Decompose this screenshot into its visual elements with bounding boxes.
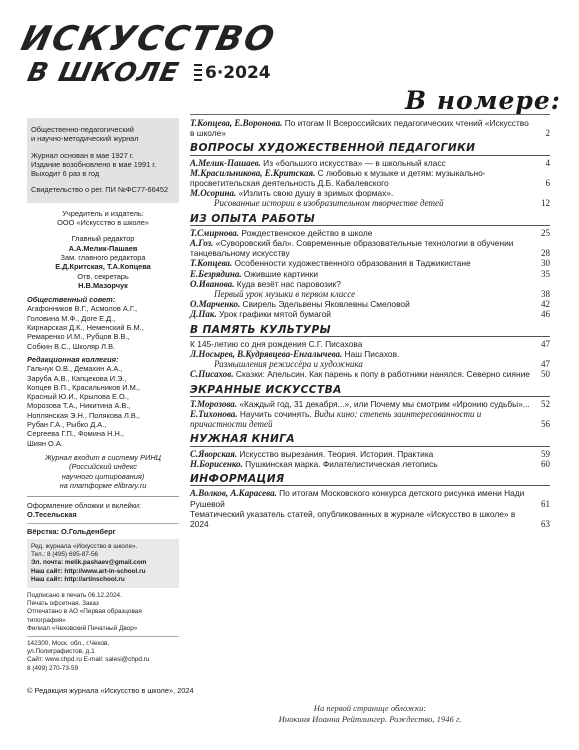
cover-caption xyxy=(190,703,550,725)
board-line: Морозова Т.А., Никитина А.В., xyxy=(27,401,131,411)
toc-title: Рождественское действо в школе xyxy=(239,227,373,238)
section-heading xyxy=(190,214,550,226)
toc-entry[interactable] xyxy=(190,449,550,459)
toc-page: 28 xyxy=(541,248,550,259)
toc-subtitle: Размышления режиссёра и художника xyxy=(214,359,363,370)
toc-entry[interactable] xyxy=(190,279,550,299)
design-block xyxy=(27,501,179,536)
toc-entry[interactable] xyxy=(190,399,550,409)
council-line: Агафонников В.Г., Асмолов А.Г., xyxy=(27,304,138,314)
print-line: Филиал «Чеховский Печатный Двор» xyxy=(27,624,138,632)
contacts-box xyxy=(27,539,179,588)
issue-number: 6·2024 xyxy=(205,63,271,83)
renewed-text: Издание возобновлено в мае 1991 г. xyxy=(31,159,157,169)
toc-author: Л.Носырев, В.Кудрявцева-Енгалычева. xyxy=(190,349,343,360)
toc-author: С.Яворская. xyxy=(190,448,238,459)
toc-entry[interactable] xyxy=(190,258,550,268)
toc-page: 35 xyxy=(541,268,550,279)
section-heading xyxy=(190,325,550,337)
council-line: Собкин В.С., Школяр Л.В. xyxy=(27,341,116,351)
toc-entry[interactable] xyxy=(190,299,550,309)
section-word: ИЗ xyxy=(190,212,208,225)
board-line: Ноплянская Э.Н., Полякова Л.В., xyxy=(27,410,140,420)
deputy-editor-label: Зам. главного редактора xyxy=(60,252,146,262)
address-line: 142300, Моск. обл., г.Чехов, xyxy=(27,640,110,648)
section-heading xyxy=(190,143,550,155)
toc-entry[interactable] xyxy=(190,488,550,508)
board-line: Копцев В.П., Красильников И.М., xyxy=(27,382,140,392)
council-line: Кирнарская Д.К., Неменский Б.М., xyxy=(27,323,144,333)
toc-page: 2 xyxy=(545,128,550,139)
toc-author: М.Красильникова, Е.Критская. xyxy=(190,167,316,178)
toc-title: Тематический указатель статей, опубликованных в журнале «Искусство в школе» в 2024 xyxy=(190,508,516,529)
journal-description: Общественно-педагогический xyxy=(31,125,134,134)
section-word: ОПЫТА xyxy=(211,212,258,225)
toc-page: 4 xyxy=(545,157,550,168)
toc-page: 38 xyxy=(541,289,550,300)
board-line: Сергеева Г.П., Фомина Н.Н., xyxy=(27,429,124,439)
toc-author: А.Гоз. xyxy=(190,238,214,249)
toc-title: Искусство вырезания. Теория. История. Практика xyxy=(237,448,434,459)
founder-name: ООО «Искусство в школе» xyxy=(57,218,149,228)
toc-page: 61 xyxy=(541,498,550,509)
design-name: О.Тесельская xyxy=(27,510,77,520)
toc-page: 59 xyxy=(541,448,550,459)
board-line: Рубан Г.А., Рыбко Д.А., xyxy=(27,420,107,430)
editors-block xyxy=(27,234,179,290)
board-line: Шиян О.А. xyxy=(27,438,63,448)
toc-title: Сказки: Апельсин. Как парень к попу в работники нанялся. Северно сияние xyxy=(233,369,530,380)
board-line: Гальчук О.В., Демахин А.А., xyxy=(27,364,123,374)
founded-text: Журнал основан в мае 1927 г. xyxy=(31,150,134,160)
toc-subtitle: Первый урок музыки в первом классе xyxy=(214,289,356,300)
board-label: Редакционная коллегия: xyxy=(27,354,119,364)
secretary-label: Отв. секретарь xyxy=(77,271,129,281)
toc-title: К 145-летию со дня рождения С.Г. Писахова xyxy=(190,338,363,349)
toc-page: 56 xyxy=(541,419,550,430)
toc-author: Д.Пак. xyxy=(190,309,217,320)
council-line: Ремаренко И.М., Рубцов В.В., xyxy=(27,332,130,342)
toc-author: Т.Копцева, Е.Воронова. xyxy=(190,118,283,128)
toc-title: Научить сочинять. xyxy=(237,409,312,420)
journal-info-box xyxy=(27,118,179,203)
toc-subtitle: Рисованные истории в изобразительном творчестве детей xyxy=(214,198,444,209)
toc-title: Пушкинская марка. Филателистическая летопись xyxy=(242,458,438,469)
section-word: ЭКРАННЫЕ xyxy=(190,383,262,396)
toc-page: 12 xyxy=(541,198,550,209)
toc-entry[interactable] xyxy=(190,238,550,258)
toc-entry[interactable] xyxy=(190,369,550,379)
board-line: Красный Ю.И., Крылова Е.О., xyxy=(27,392,129,402)
masthead-title-line2: В ШКОЛЕ xyxy=(24,58,182,88)
toc-entry[interactable] xyxy=(190,158,550,168)
section-word: ПЕДАГОГИКИ xyxy=(388,142,476,155)
toc-author: М.Осорина. xyxy=(190,188,237,199)
contents-title: В номере: xyxy=(405,86,562,115)
toc-page: 6 xyxy=(545,178,550,189)
contact-line: Ред. журнала «Искусство в школе». xyxy=(31,542,138,550)
address-site: Сайт: www.chpd.ru E-mail: salesi@chpd.ru xyxy=(27,656,150,664)
section-word: ПАМЯТЬ xyxy=(202,323,256,336)
toc-page: 47 xyxy=(541,338,550,349)
chief-editor: А.А.Мелик-Пашаев xyxy=(68,243,138,253)
section-word: КНИГА xyxy=(251,433,295,446)
toc-page: 50 xyxy=(541,369,550,380)
toc-author: О.Иванова. xyxy=(190,278,235,289)
cover-caption-text: Инокиня Иоанна Рейтлингер. Рождество, 1946 г. xyxy=(278,714,462,724)
section-word: ИСКУССТВА xyxy=(265,383,342,396)
toc-title: Урок графики мятой бумагой xyxy=(216,309,331,320)
toc-entry[interactable] xyxy=(190,409,550,429)
board-line: Заруба А.В., Капцекова И.Э., xyxy=(27,373,127,383)
section-word: ИНФОРМАЦИЯ xyxy=(190,473,285,486)
rinc-note xyxy=(27,453,179,490)
imprint-column xyxy=(27,118,179,673)
section-word: В xyxy=(190,323,199,336)
toc-page: 42 xyxy=(541,299,550,310)
toc-author: Е.Безрядина. xyxy=(190,268,242,279)
section-word: КУЛЬТУРЫ xyxy=(259,323,331,336)
rinc-line: на платформе elibrary.ru xyxy=(59,480,147,490)
toc-title: По итогам II Всероссийских педагогических чтений «Искусство в школе» xyxy=(190,118,529,139)
rinc-line: (Российский индекс xyxy=(69,462,137,472)
toc-entry[interactable] xyxy=(190,309,550,319)
toc-page: 25 xyxy=(541,227,550,238)
section-word: ВОПРОСЫ xyxy=(190,142,255,155)
chief-editor-label: Главный редактор xyxy=(71,234,135,244)
toc-title: «Суворовский бал». Современные образовательные технологии в обучении танцевальному искусству xyxy=(190,238,514,259)
masthead-title-line1: ИСКУССТВО xyxy=(17,19,280,59)
masthead-stripes-icon xyxy=(194,64,202,82)
print-info xyxy=(27,592,179,633)
toc-entry[interactable] xyxy=(190,459,550,469)
toc-author: Е.Тихонова. xyxy=(190,409,238,420)
rinc-line: научного цитирования) xyxy=(61,471,145,481)
toc-entry[interactable] xyxy=(190,228,550,238)
toc-author: А.Волков, А.Карасева. xyxy=(190,488,277,499)
toc-title: Особенности художественного образования в Таджикистане xyxy=(232,258,471,269)
toc-entry[interactable] xyxy=(190,349,550,369)
toc-author: С.Писахов. xyxy=(190,369,234,380)
toc-title: Из «большого искусства» — в школьный класс xyxy=(260,157,446,168)
toc-entry[interactable] xyxy=(190,168,550,188)
public-council xyxy=(27,295,179,351)
contact-phone: Тел.: 8 (495) 695-87-56 xyxy=(31,551,99,559)
secretary-name: Н.В.Мазорчук xyxy=(78,280,128,290)
rinc-line: Журнал входит в систему РИНЦ xyxy=(44,452,162,462)
cover-caption-label: На первой странице обложки: xyxy=(313,703,427,713)
toc-author: А.Мелик-Пашаев. xyxy=(190,157,261,168)
print-line: Печать офсетная. Заказ xyxy=(27,600,99,608)
section-heading xyxy=(190,385,550,397)
print-line: Отпечатано в АО «Первая образцовая типография» xyxy=(27,608,142,624)
section-word: РАБОТЫ xyxy=(261,212,316,225)
toc-title: «Излить свою душу в зримых формах». xyxy=(236,188,394,199)
layout-name: Вёрстка: О.Гольденберг xyxy=(27,526,116,536)
toc-entry[interactable] xyxy=(190,509,550,529)
section-word: НУЖНАЯ xyxy=(190,433,248,446)
toc-page: 52 xyxy=(541,398,550,409)
toc-author: Н.Борисенко. xyxy=(190,458,243,469)
toc-top-rule xyxy=(190,114,550,115)
registration-cert: Свидетельство о рег. ПИ №ФС77-66452 xyxy=(31,185,169,195)
toc-page: 46 xyxy=(541,309,550,320)
contact-email: Эл. почта: melik.pashaev@gmail.com xyxy=(31,559,147,567)
contact-site-2: Наш сайт: http://artinschool.ru xyxy=(31,575,125,583)
print-line: Подписано в печать 06.12.2024. xyxy=(27,592,122,599)
founder-block xyxy=(27,209,179,228)
toc-author: Т.Смирнова. xyxy=(190,227,240,238)
contact-site: Наш сайт: http://www.art-in-school.ru xyxy=(31,567,146,575)
toc-author: Т.Копцева. xyxy=(190,258,233,269)
toc-page: 30 xyxy=(541,258,550,269)
editorial-board xyxy=(27,355,179,448)
copyright: © Редакция журнала «Искусство в школе», 2024 xyxy=(27,686,194,695)
founder-label: Учредитель и издатель: xyxy=(62,208,144,218)
printer-address xyxy=(27,640,179,673)
toc-entry[interactable] xyxy=(190,188,550,208)
toc-page: 47 xyxy=(541,359,550,370)
section-heading xyxy=(190,474,550,486)
toc-title: Наш Писахов. xyxy=(342,349,400,360)
toc-title: Ожившие картинки xyxy=(241,268,319,279)
section-heading xyxy=(190,434,550,446)
journal-description-2: и научно-методический журнал xyxy=(31,134,139,144)
toc-title: С любовью к музыке и детям: музыкально-просветительская деятельность Д.Б. Кабалевского xyxy=(190,167,486,189)
toc-entry[interactable] xyxy=(190,118,550,138)
toc-title: По итогам Московского конкурса детского рисунка имени Нади Рушевой xyxy=(190,488,525,509)
toc-page: 60 xyxy=(541,458,550,469)
masthead-logo xyxy=(17,19,340,100)
design-label: Оформление обложки и вклейки: xyxy=(27,501,142,511)
table-of-contents xyxy=(190,118,550,529)
frequency-text: Выходит 6 раз в год xyxy=(31,169,100,179)
toc-entry[interactable] xyxy=(190,339,550,349)
toc-author: О.Марченко. xyxy=(190,299,241,310)
toc-subtitle: Виды кино: степень заинтересованности и причастности детей xyxy=(190,409,482,430)
council-line: Головина М.Ф., Доге Е.Д., xyxy=(27,313,116,323)
address-phone: 8 (499) 270-73-59 xyxy=(27,664,79,672)
deputy-editors: Е.Д.Критская, Т.А.Копцева xyxy=(55,262,151,272)
section-word: ХУДОЖЕСТВЕННОЙ xyxy=(258,142,385,155)
toc-title: «Каждый год, 31 декабря...», или Почему мы смотрим «Иронию судьбы»... xyxy=(237,398,530,409)
toc-entry[interactable] xyxy=(190,269,550,279)
toc-page: 63 xyxy=(541,518,550,529)
council-label: Общественный совет: xyxy=(27,295,116,305)
address-line: ул.Полиграфистов, д.1 xyxy=(27,648,95,656)
toc-author: Т.Морозова. xyxy=(190,398,238,409)
toc-title: Свирель Эдельвены Яковлевны Смеловой xyxy=(240,299,410,310)
toc-title: Куда везёт нас паровозик? xyxy=(234,278,341,289)
